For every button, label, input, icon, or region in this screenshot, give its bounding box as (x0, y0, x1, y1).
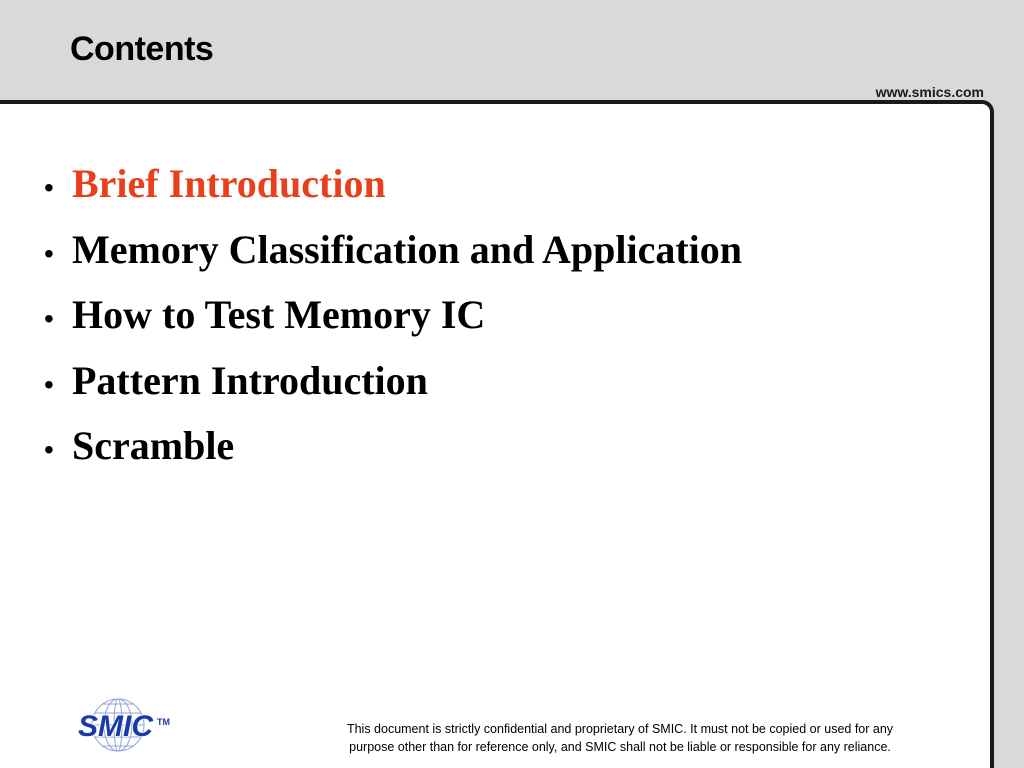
bullet-dot: • (44, 434, 54, 465)
bullet-item-scramble (44, 422, 742, 488)
bullet-list (44, 160, 742, 488)
logo-text: SMIC (78, 710, 153, 743)
bullet-text: Brief Introduction (72, 161, 386, 206)
slide-title: Contents (70, 30, 214, 68)
bullet-item-brief-introduction (44, 160, 742, 226)
bullet-dot: • (44, 172, 54, 203)
bullet-text: Memory Classification and Application (72, 226, 743, 272)
bullet-text: How to Test Memory IC (72, 292, 486, 337)
logo-trademark: TM (157, 717, 170, 727)
disclaimer-line-2: purpose other than for reference only, and SMIC shall not be liable or responsible for any reliance. (349, 740, 891, 754)
bullet-dot: • (44, 368, 54, 400)
bullet-item-pattern-introduction (44, 357, 742, 423)
disclaimer (290, 720, 950, 756)
website-url: www.smics.com (875, 84, 984, 100)
bullet-text: Scramble (72, 423, 235, 468)
bullet-item-how-to-test (44, 291, 742, 357)
bullet-dot: • (44, 303, 54, 334)
bullet-item-memory-classification (44, 226, 742, 292)
bullet-dot: • (44, 237, 54, 269)
smic-logo (74, 696, 184, 754)
disclaimer-line-1: This document is strictly confidential and proprietary of SMIC. It must not be copied or used for any (346, 722, 894, 736)
bullet-text: Pattern Introduction (72, 357, 428, 403)
